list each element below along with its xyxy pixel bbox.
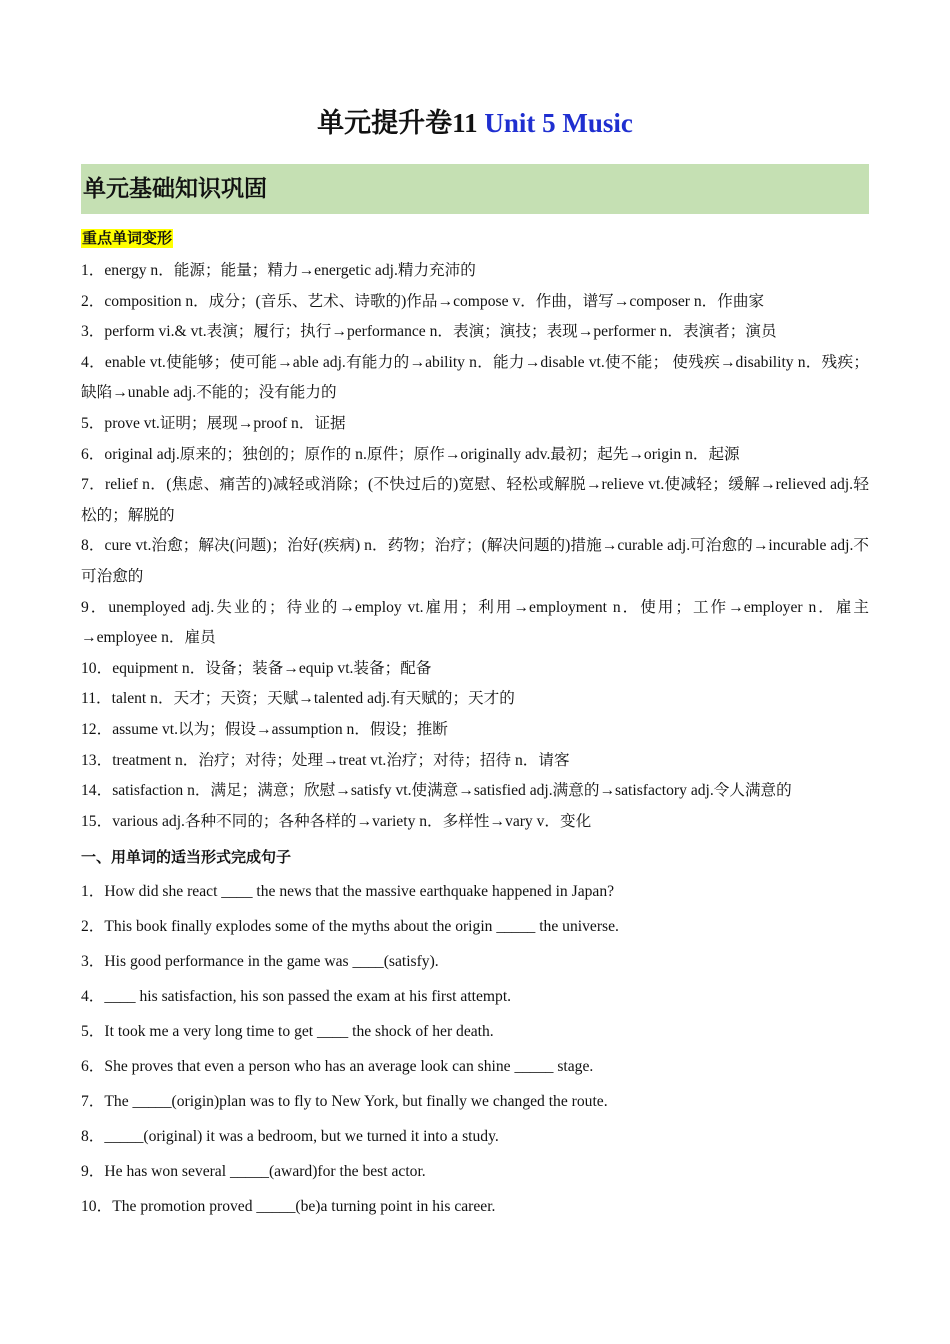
- vocab-item: 9．unemployed adj.失业的；待业的→employ vt.雇用；利用→employment n．使用；工作→employer n．雇主→employee n．雇员: [81, 598, 869, 647]
- page-title: [0, 104, 950, 142]
- highlight-heading: 重点单词变形: [82, 229, 173, 247]
- section-heading: 一、用单词的适当形式完成句子: [81, 848, 292, 866]
- vocab-item: 8．cure vt.治愈；解决(问题)；治好(疾病) n．药物；治疗；(解决问题的)措施→curable adj.可治愈的→incurable adj.不可治愈的: [81, 537, 869, 585]
- vocab-item: 4．enable vt.使能够；使可能→able adj.有能力的→ability n．能力→disable vt.使不能； 使残疾→disability n．残疾；缺陷→unable adj.不能的；没有能力的: [81, 353, 869, 402]
- title-cn: 单元提升卷11: [317, 108, 478, 138]
- vocab-item: 13．treatment n．治疗；对待；处理→treat vt.治疗；对待；招待 n．请客: [81, 751, 570, 769]
- section-banner: [81, 164, 869, 214]
- vocab-item: 14．satisfaction n．满足；满意；欣慰→satisfy vt.使满意→satisfied adj.满意的→satisfactory adj.令人满意的: [81, 782, 792, 800]
- vocab-item: 10．equipment n．设备；装备→equip vt.装备；配备: [81, 659, 432, 677]
- exercise-item: 10．The promotion proved _____(be)a turning point in his career.: [81, 1198, 496, 1215]
- vocab-item: 6．original adj.原来的；独创的；原作的 n.原件；原作→originally adv.最初；起先→origin n．起源: [81, 445, 740, 463]
- vocab-item: 7．relief n．(焦虑、痛苦的)减轻或消除；(不快过后的)宽慰、轻松或解脱→relieve vt.使减轻；缓解→relieved adj.轻松的；解脱的: [81, 476, 869, 524]
- exercise-item: 7．The _____(origin)plan was to fly to New York, but finally we changed the route.: [81, 1093, 608, 1110]
- exercise-item: 1．How did she react ____ the news that the massive earthquake happened in Japan?: [81, 883, 615, 900]
- vocab-item: 3．perform vi.& vt.表演；履行；执行→performance n．表演；演技；表现→performer n．表演者；演员: [81, 323, 777, 341]
- exercise-item: 5．It took me a very long time to get ____ the shock of her death.: [81, 1023, 494, 1040]
- vocab-item: 11．talent n．天才；天资；天赋→talented adj.有天赋的；天才的: [81, 690, 515, 708]
- vocab-item: 2．composition n．成分；(音乐、艺术、诗歌的)作品→compose v．作曲，谱写→composer n．作曲家: [81, 292, 765, 310]
- exercise-item: 9．He has won several _____(award)for the best actor.: [81, 1163, 426, 1180]
- title-en: Unit 5 Music: [484, 108, 633, 138]
- banner-text: 单元基础知识巩固: [83, 176, 267, 202]
- vocab-item: 5．prove vt.证明；展现→proof n．证据: [81, 414, 346, 432]
- exercise-list: [81, 874, 869, 1224]
- exercise-item: 2．This book finally explodes some of the myths about the origin _____ the universe.: [81, 918, 619, 935]
- exercise-item: 6．She proves that even a person who has an average look can shine _____ stage.: [81, 1058, 594, 1075]
- exercise-item: 3．His good performance in the game was ____(satisfy).: [81, 953, 439, 970]
- vocab-list: [81, 256, 869, 837]
- exercise-item: 8．_____(original) it was a bedroom, but we turned it into a study.: [81, 1128, 499, 1145]
- vocab-item: 12．assume vt.以为；假设→assumption n．假设；推断: [81, 720, 448, 738]
- exercise-item: 4．____ his satisfaction, his son passed the exam at his first attempt.: [81, 988, 512, 1005]
- vocab-item: 15．various adj.各种不同的；各种各样的→variety n．多样性→vary v．变化: [81, 812, 592, 830]
- vocab-item: 1．energy n．能源；能量；精力→energetic adj.精力充沛的: [81, 262, 476, 279]
